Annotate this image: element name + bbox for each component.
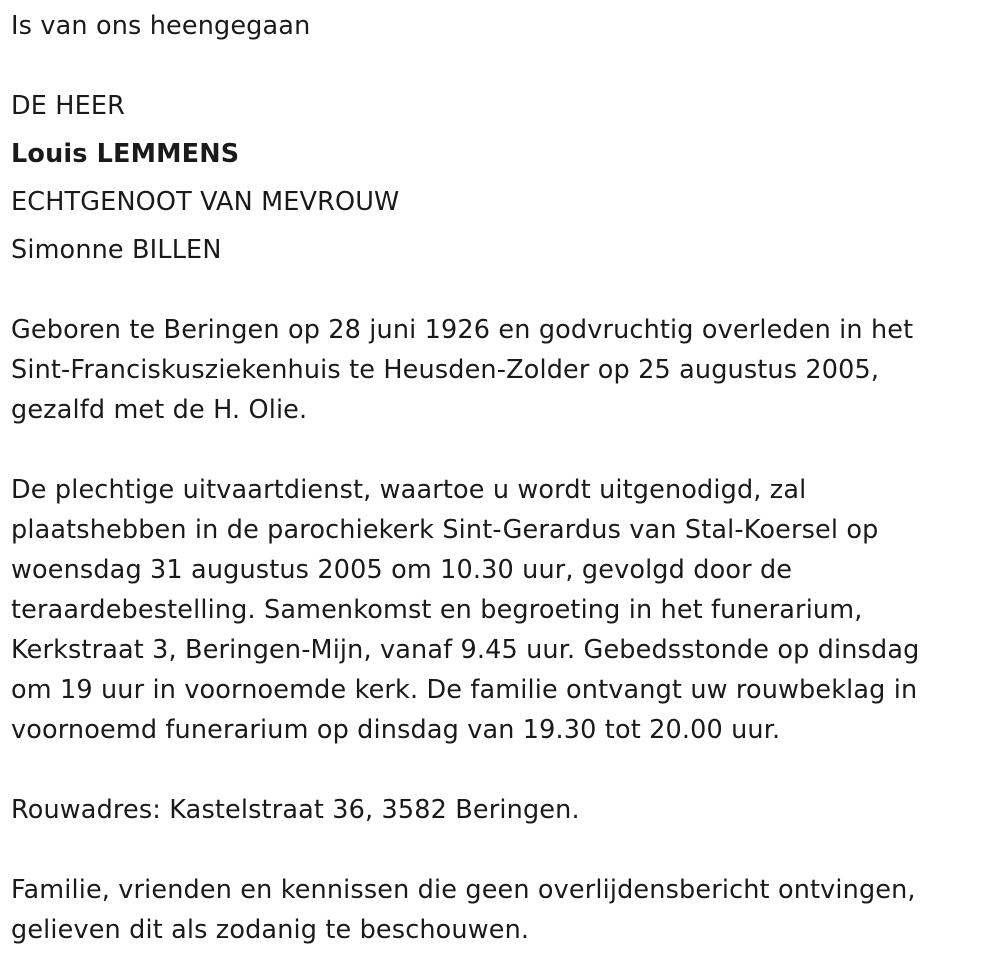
paragraph-line: plaatshebben in de parochiekerk Sint-Gerardus van Stal-Koersel op	[11, 515, 879, 545]
paragraph-line: gelieven dit als zodanig te beschouwen.	[11, 915, 530, 945]
mourning-address	[11, 790, 580, 830]
paragraph-line: om 19 uur in voornoemde kerk. De familie ontvangt uw rouwbeklag in	[11, 675, 918, 705]
paragraph-line: teraardebestelling. Samenkomst en begroeting in het funerarium,	[11, 595, 863, 625]
spouse-label: ECHTGENOOT VAN MEVROUW	[11, 187, 400, 217]
deceased-block	[11, 88, 399, 280]
paragraph-line: Kerkstraat 3, Beringen-Mijn, vanaf 9.45 uur. Gebedsstonde op dinsdag	[11, 635, 920, 665]
paragraph-line: Sint-Franciskusziekenhuis te Heusden-Zolder op 25 augustus 2005,	[11, 355, 880, 385]
paragraph-line: De plechtige uitvaartdienst, waartoe u wordt uitgenodigd, zal	[11, 475, 807, 505]
deceased-name: Louis LEMMENS	[11, 139, 240, 169]
paragraph-line: Geboren te Beringen op 28 juni 1926 en godvruchtig overleden in het	[11, 315, 914, 345]
deceased-title: DE HEER	[11, 91, 126, 121]
intro-text: Is van ons heengegaan	[11, 11, 311, 41]
paragraph-line: Familie, vrienden en kennissen die geen overlijdensbericht ontvingen,	[11, 875, 916, 905]
closing-paragraph	[11, 870, 916, 950]
paragraph-line: voornoemd funerarium op dinsdag van 19.30 tot 20.00 uur.	[11, 715, 781, 745]
birth-death-paragraph	[11, 310, 913, 430]
paragraph-line: gezalfd met de H. Olie.	[11, 395, 308, 425]
funeral-paragraph	[11, 470, 919, 750]
spouse-name: Simonne BILLEN	[11, 235, 222, 265]
paragraph-line: woensdag 31 augustus 2005 om 10.30 uur, gevolgd door de	[11, 555, 793, 585]
mourning-address-text: Rouwadres: Kastelstraat 36, 3582 Beringen.	[11, 795, 580, 825]
